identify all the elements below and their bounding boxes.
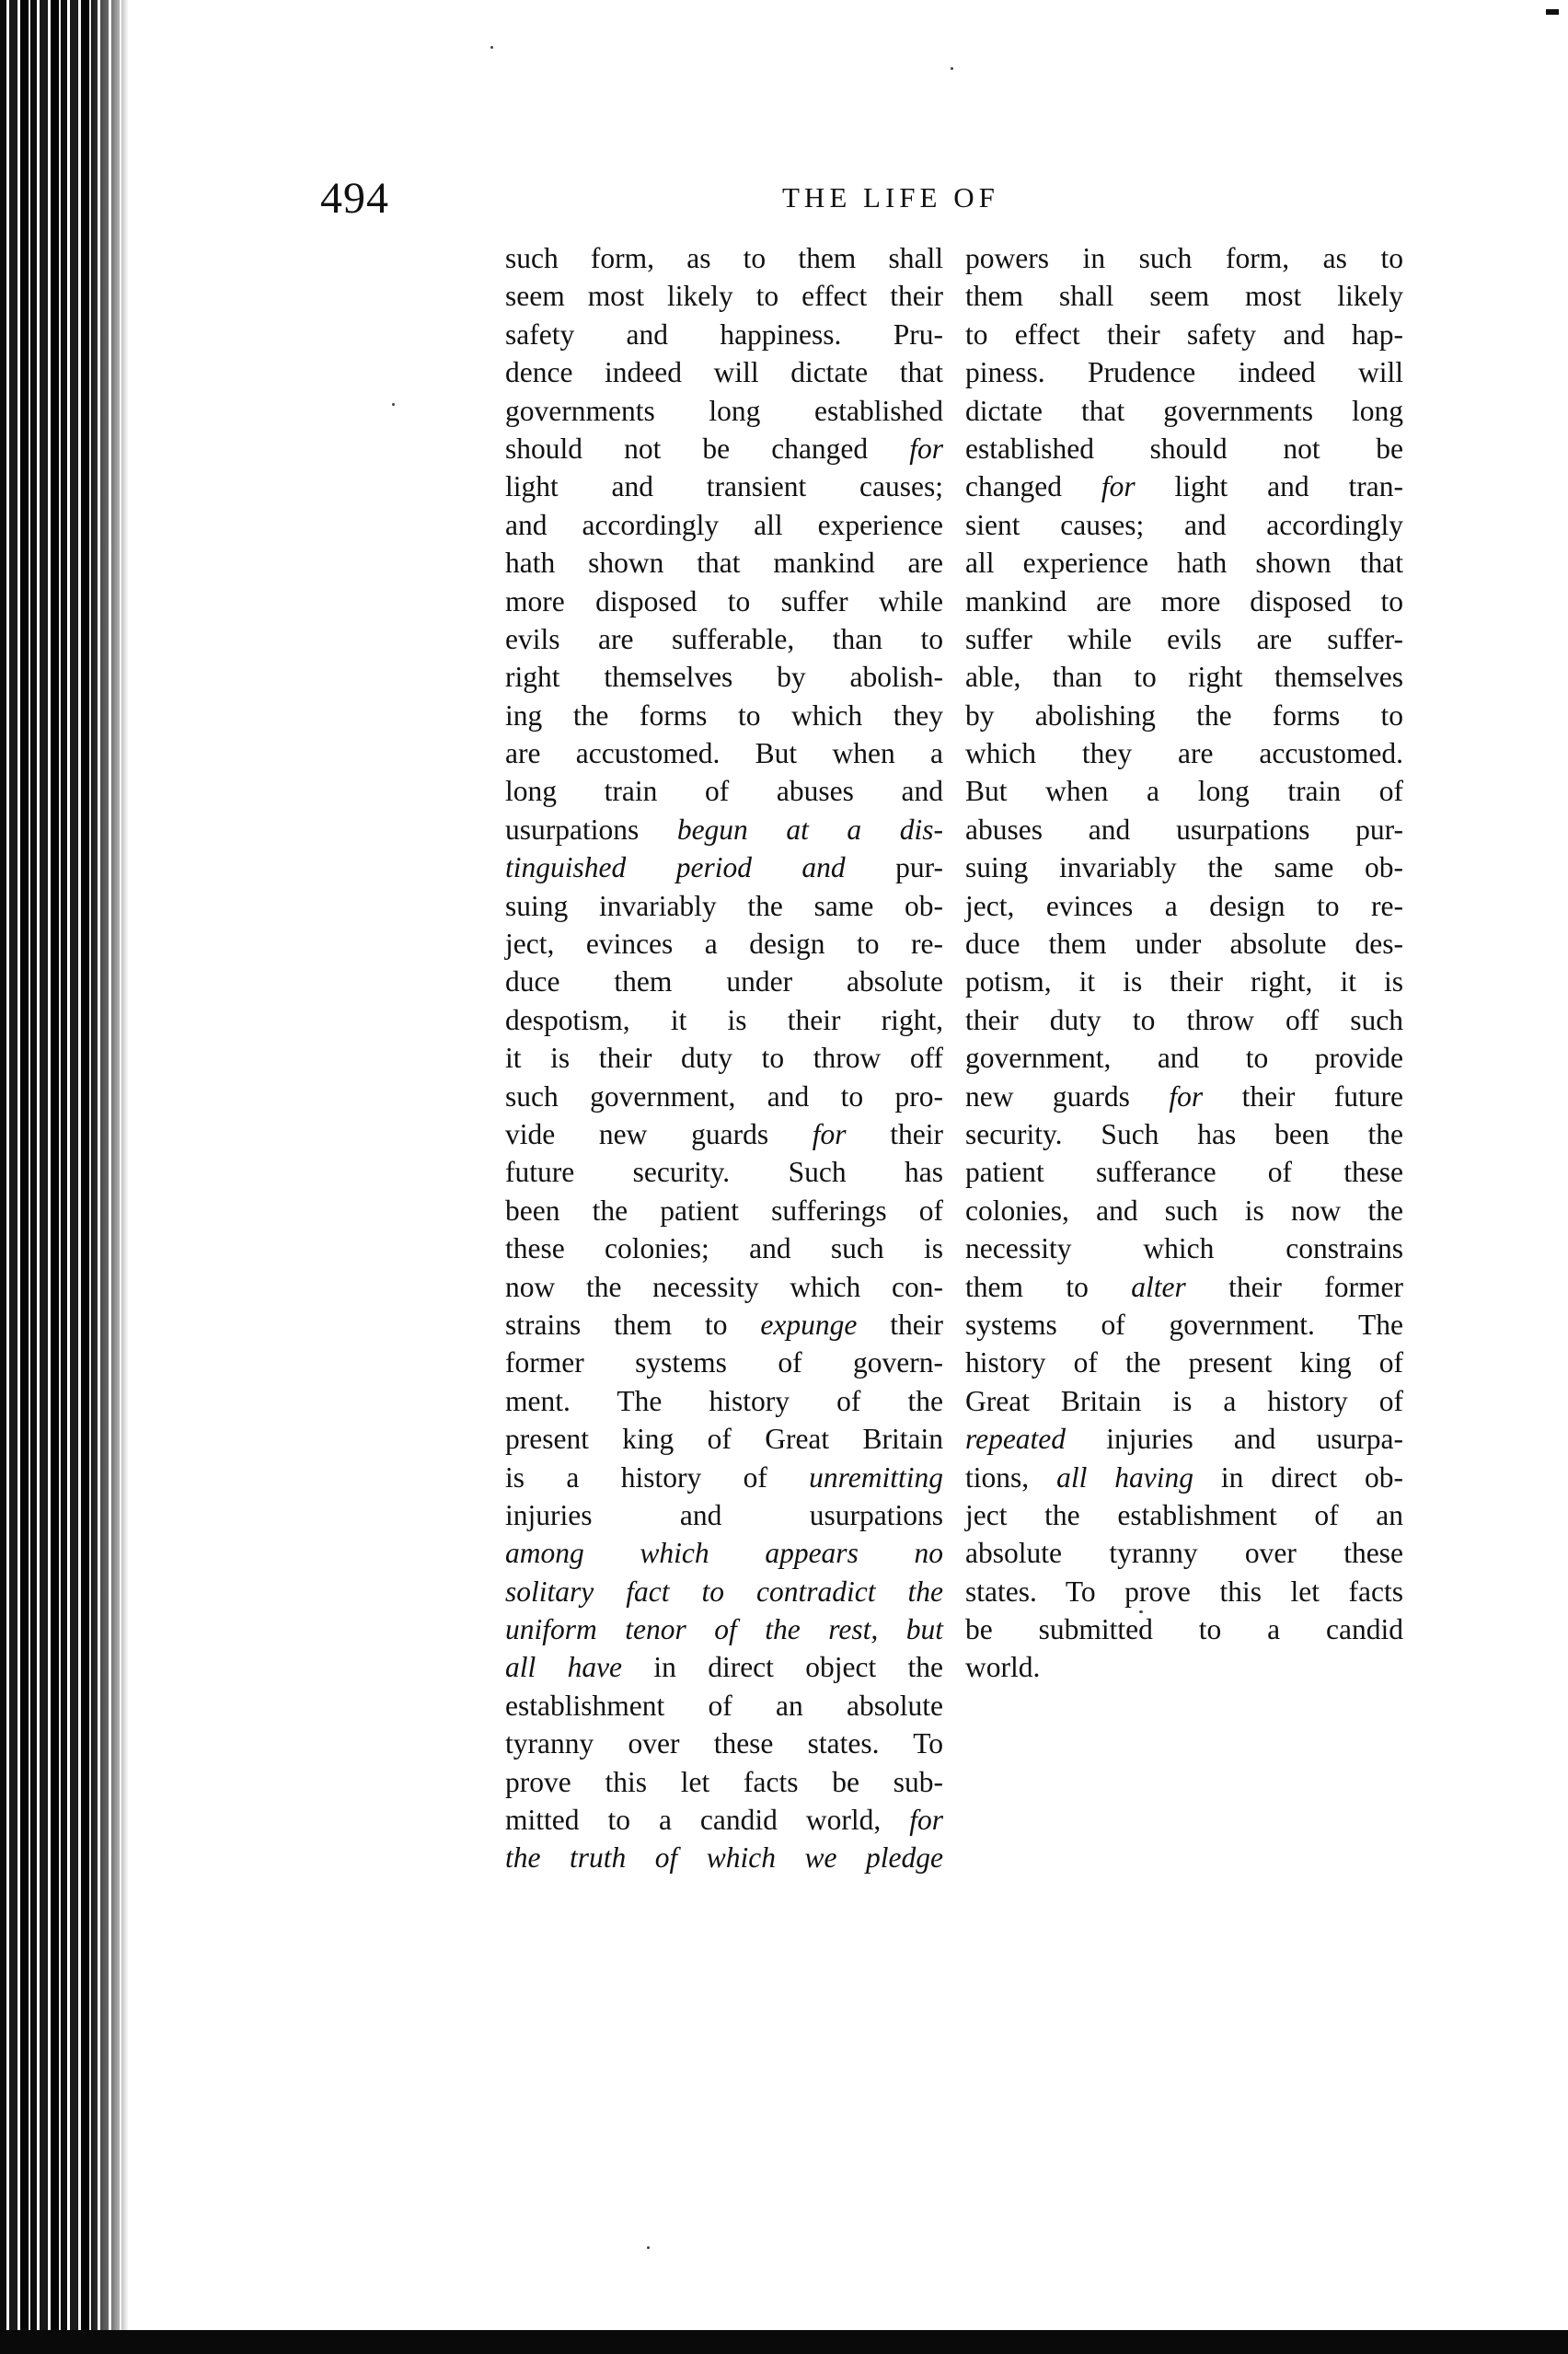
text-line: government, and to provide <box>965 1042 1403 1075</box>
text-line: suing invariably the same ob- <box>505 889 943 922</box>
text-line: to effect their safety and hap- <box>965 317 1403 351</box>
text-line: such form, as to them shall <box>505 242 943 274</box>
text-line: established should not be <box>965 432 1403 465</box>
text-line: new guards for their future <box>965 1079 1403 1113</box>
text-line: duce them under absolute <box>505 965 943 998</box>
text-line: necessity which constrains <box>965 1232 1403 1265</box>
text-line: such government, and to pro- <box>505 1079 943 1113</box>
text-line: present king of Great Britain <box>505 1423 943 1456</box>
text-line: mitted to a candid world, for <box>505 1804 943 1837</box>
text-line: prove this let facts be sub- <box>505 1765 943 1798</box>
text-line: Great Britain is a history of <box>965 1384 1403 1417</box>
text-line: them to alter their former <box>965 1270 1403 1303</box>
text-line: by abolishing the forms to <box>965 698 1403 732</box>
left-column <box>505 239 943 1877</box>
text-line: now the necessity which con- <box>505 1270 943 1303</box>
text-line: tions, all having in direct ob- <box>965 1460 1403 1494</box>
running-head: THE LIFE OF <box>782 181 999 213</box>
text-line: sient causes; and accordingly <box>965 508 1403 541</box>
text-line: and accordingly all experience <box>505 508 943 541</box>
text-line: is a history of unremitting <box>505 1460 943 1494</box>
text-line: the truth of which we pledge <box>505 1841 943 1875</box>
text-line: despotism, it is their right, <box>505 1003 943 1036</box>
text-line: world. <box>965 1651 1041 1684</box>
text-line: light and transient causes; <box>505 470 943 503</box>
text-line: safety and happiness. Pru- <box>505 317 943 351</box>
text-line: seem most likely to effect their <box>505 280 943 313</box>
text-line: But when a long train of <box>965 775 1403 808</box>
text-line: future security. Such has <box>505 1156 943 1189</box>
text-line: ment. The history of the <box>505 1384 943 1417</box>
text-line: all have in direct object the <box>505 1651 944 1684</box>
text-line: dence indeed will dictate that <box>505 356 943 389</box>
text-line: them shall seem most likely <box>965 280 1403 313</box>
text-line: potism, it is their right, it is <box>965 965 1403 998</box>
text-line: absolute tyranny over these <box>965 1537 1403 1570</box>
scan-corner-mark <box>1546 9 1559 15</box>
text-line: been the patient sufferings of <box>505 1194 943 1227</box>
text-line: patient sufferance of these <box>965 1156 1403 1189</box>
text-line: evils are sufferable, than to <box>505 622 943 655</box>
text-line: ing the forms to which they <box>505 698 943 732</box>
text-line: injuries and usurpations <box>505 1498 943 1531</box>
text-line: changed for light and tran- <box>965 470 1403 503</box>
text-line: hath shown that mankind are <box>505 547 943 580</box>
text-line: usurpations begun at a dis- <box>505 813 943 846</box>
text-line: suing invariably the same ob- <box>965 851 1403 884</box>
text-line: dictate that governments long <box>965 394 1403 427</box>
text-line: suffer while evils are suffer- <box>965 622 1403 655</box>
text-line: all experience hath shown that <box>965 547 1403 580</box>
text-line: are accustomed. But when a <box>505 737 943 770</box>
text-line: able, than to right themselves <box>965 661 1403 694</box>
page-number: 494 <box>320 174 389 223</box>
gutter-shadow <box>88 0 129 2354</box>
text-line: repeated injuries and usurpa- <box>965 1423 1403 1456</box>
text-line: states. To prove this let facts <box>965 1575 1403 1608</box>
text-line: ject the establishment of an <box>965 1498 1403 1531</box>
text-line: powers in such form, as to <box>965 242 1403 274</box>
text-line: duce them under absolute des- <box>965 928 1403 961</box>
text-line: establishment of an absolute <box>505 1689 943 1722</box>
dust-speck <box>490 46 493 49</box>
text-line: tinguished period and pur- <box>505 851 943 884</box>
text-line: strains them to expunge their <box>505 1308 943 1341</box>
text-line: right themselves by abolish- <box>505 661 943 694</box>
text-line: history of the present king of <box>965 1346 1403 1379</box>
text-line: which they are accustomed. <box>965 737 1403 770</box>
text-line: their duty to throw off such <box>965 1003 1403 1036</box>
text-line: should not be changed for <box>505 432 943 465</box>
text-line: vide new guards for their <box>505 1117 943 1150</box>
text-line: governments long established <box>505 394 943 427</box>
text-line: among which appears no <box>505 1537 943 1570</box>
text-line: these colonies; and such is <box>505 1232 943 1265</box>
text-line: colonies, and such is now the <box>965 1194 1403 1227</box>
text-line: ject, evinces a design to re- <box>505 928 943 961</box>
text-line: security. Such has been the <box>965 1117 1403 1150</box>
dust-speck <box>647 2246 650 2249</box>
dust-speck <box>951 67 953 70</box>
text-line: long train of abuses and <box>505 775 943 808</box>
scan-bottom-edge <box>0 2330 1568 2354</box>
text-line: ject, evinces a design to re- <box>965 889 1403 922</box>
text-line: solitary fact to contradict the <box>505 1575 943 1608</box>
text-line: uniform tenor of the rest, but <box>505 1613 943 1646</box>
text-line: abuses and usurpations pur- <box>965 813 1403 846</box>
text-line: mankind are more disposed to <box>965 584 1403 617</box>
text-line: it is their duty to throw off <box>505 1042 943 1075</box>
text-line: systems of government. The <box>965 1308 1403 1341</box>
text-line: former systems of govern- <box>505 1346 943 1379</box>
text-line: piness. Prudence indeed will <box>965 356 1403 389</box>
dust-speck <box>392 403 395 406</box>
right-column <box>965 239 1403 1687</box>
text-line: be submitted to a candid <box>965 1613 1403 1646</box>
text-line: more disposed to suffer while <box>505 584 943 617</box>
text-line: tyranny over these states. To <box>505 1727 943 1760</box>
